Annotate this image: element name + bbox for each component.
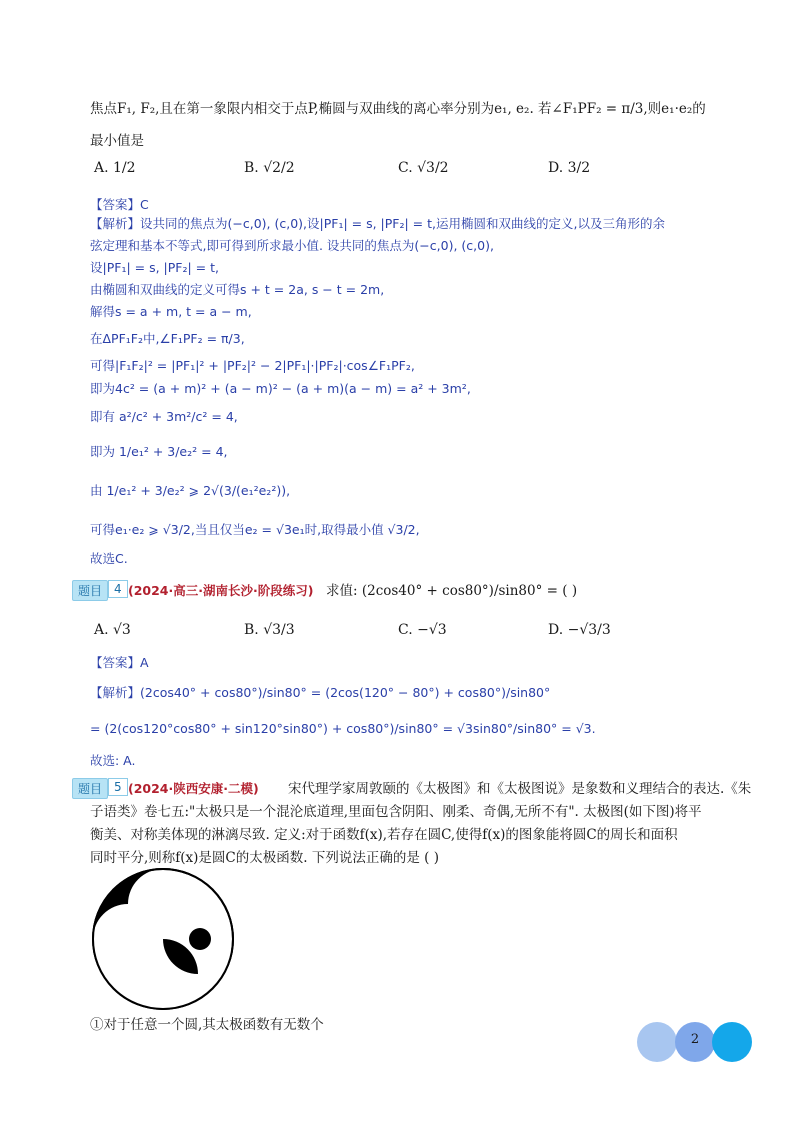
q5-stem-line3: 衡美、对称美体现的淋漓尽致. 定义:对于函数f(x),若存在圆C,使得f(x)的图象能将圆C的周长和面积 bbox=[90, 827, 678, 843]
q3-analysis-10: 由 1/e₁² + 3/e₂² ⩾ 2√(3/(e₁²e₂²)), bbox=[90, 483, 291, 498]
q3-analysis-4: 解得s = a + m, t = a − m, bbox=[90, 304, 252, 319]
q4-option-b: B. √3/3 bbox=[244, 622, 295, 638]
q3-analysis-9: 即为 1/e₁² + 3/e₂² = 4, bbox=[90, 444, 228, 459]
q3-option-c: C. √3/2 bbox=[398, 160, 449, 176]
q5-tag-number: 5 bbox=[108, 778, 128, 796]
q5-tag-label: 题目 bbox=[72, 778, 108, 799]
q3-analysis-8: 即有 a²/c² + 3m²/c² = 4, bbox=[90, 409, 238, 424]
q3-analysis-5: 在ΔPF₁F₂中,∠F₁PF₂ = π/3, bbox=[90, 331, 245, 346]
q3-analysis-12: 故选C. bbox=[90, 551, 128, 566]
taiji-diagram bbox=[90, 866, 236, 1012]
q3-option-b: B. √2/2 bbox=[244, 160, 295, 176]
q3-analysis-1: 弦定理和基本不等式,即可得到所求最小值. 设共同的焦点为(−c,0), (c,0), bbox=[90, 238, 494, 253]
page-deco-circle-left bbox=[637, 1022, 677, 1062]
q4-analysis-2: 故选: A. bbox=[90, 753, 136, 768]
q3-analysis-0: 【解析】设共同的焦点为(−c,0), (c,0),设|PF₁| = s, |PF₂| = t,运用椭圆和双曲线的定义,以及三角形的余 bbox=[90, 216, 665, 231]
page-number: 2 bbox=[690, 1032, 700, 1047]
q4-analysis-0: 【解析】(2cos40° + cos80°)/sin80° = (2cos(120° − 80°) + cos80°)/sin80° bbox=[90, 685, 551, 700]
q5-source: (2024·陕西安康·二模) bbox=[128, 781, 259, 796]
q4-option-a: A. √3 bbox=[94, 622, 131, 638]
q4-answer: 【答案】A bbox=[90, 655, 149, 670]
q4-source: (2024·高三·湖南长沙·阶段练习) bbox=[128, 583, 314, 598]
q4-tag-number: 4 bbox=[108, 580, 128, 598]
q3-analysis-6: 可得|F₁F₂|² = |PF₁|² + |PF₂|² − 2|PF₁|·|PF₂|·cos∠F₁PF₂, bbox=[90, 358, 415, 373]
q5-stem-line4: 同时平分,则称f(x)是圆C的太极函数. 下列说法正确的是 ( ) bbox=[90, 850, 439, 866]
q5-stem-line2: 子语类》卷七五:"太极只是一个混沦底道理,里面包含阴阳、刚柔、奇偶,无所不有". 太极图(如下图)将平 bbox=[90, 804, 702, 820]
q3-stem-line1: 焦点F₁, F₂,且在第一象限内相交于点P,椭圆与双曲线的离心率分别为e₁, e₂. 若∠F₁PF₂ = π/3,则e₁·e₂的 bbox=[90, 101, 706, 117]
q3-stem-line2: 最小值是 bbox=[90, 133, 144, 149]
q4-analysis-1: = (2(cos120°cos80° + sin120°sin80°) + cos80°)/sin80° = √3sin80°/sin80° = √3. bbox=[90, 721, 596, 736]
q3-analysis-2: 设|PF₁| = s, |PF₂| = t, bbox=[90, 260, 219, 275]
q5-statement-1: ①对于任意一个圆,其太极函数有无数个 bbox=[90, 1017, 324, 1033]
q4-option-c: C. −√3 bbox=[398, 622, 447, 638]
q4-option-d: D. −√3/3 bbox=[548, 622, 611, 638]
q3-option-d: D. 3/2 bbox=[548, 160, 591, 176]
q5-stem-line1: 宋代理学家周敦颐的《太极图》和《太极图说》是象数和义理结合的表达.《朱 bbox=[288, 781, 752, 797]
q3-answer: 【答案】C bbox=[90, 197, 149, 212]
q3-analysis-11: 可得e₁·e₂ ⩾ √3/2,当且仅当e₂ = √3e₁时,取得最小值 √3/2, bbox=[90, 522, 420, 537]
q3-analysis-7: 即为4c² = (a + m)² + (a − m)² − (a + m)(a − m) = a² + 3m², bbox=[90, 381, 471, 396]
q3-analysis-3: 由椭圆和双曲线的定义可得s + t = 2a, s − t = 2m, bbox=[90, 282, 385, 297]
q3-option-a: A. 1/2 bbox=[94, 160, 136, 176]
page-deco-circle-right bbox=[712, 1022, 752, 1062]
q4-tag-label: 题目 bbox=[72, 580, 108, 601]
q4-stem: 求值: (2cos40° + cos80°)/sin80° = ( ) bbox=[326, 583, 578, 599]
